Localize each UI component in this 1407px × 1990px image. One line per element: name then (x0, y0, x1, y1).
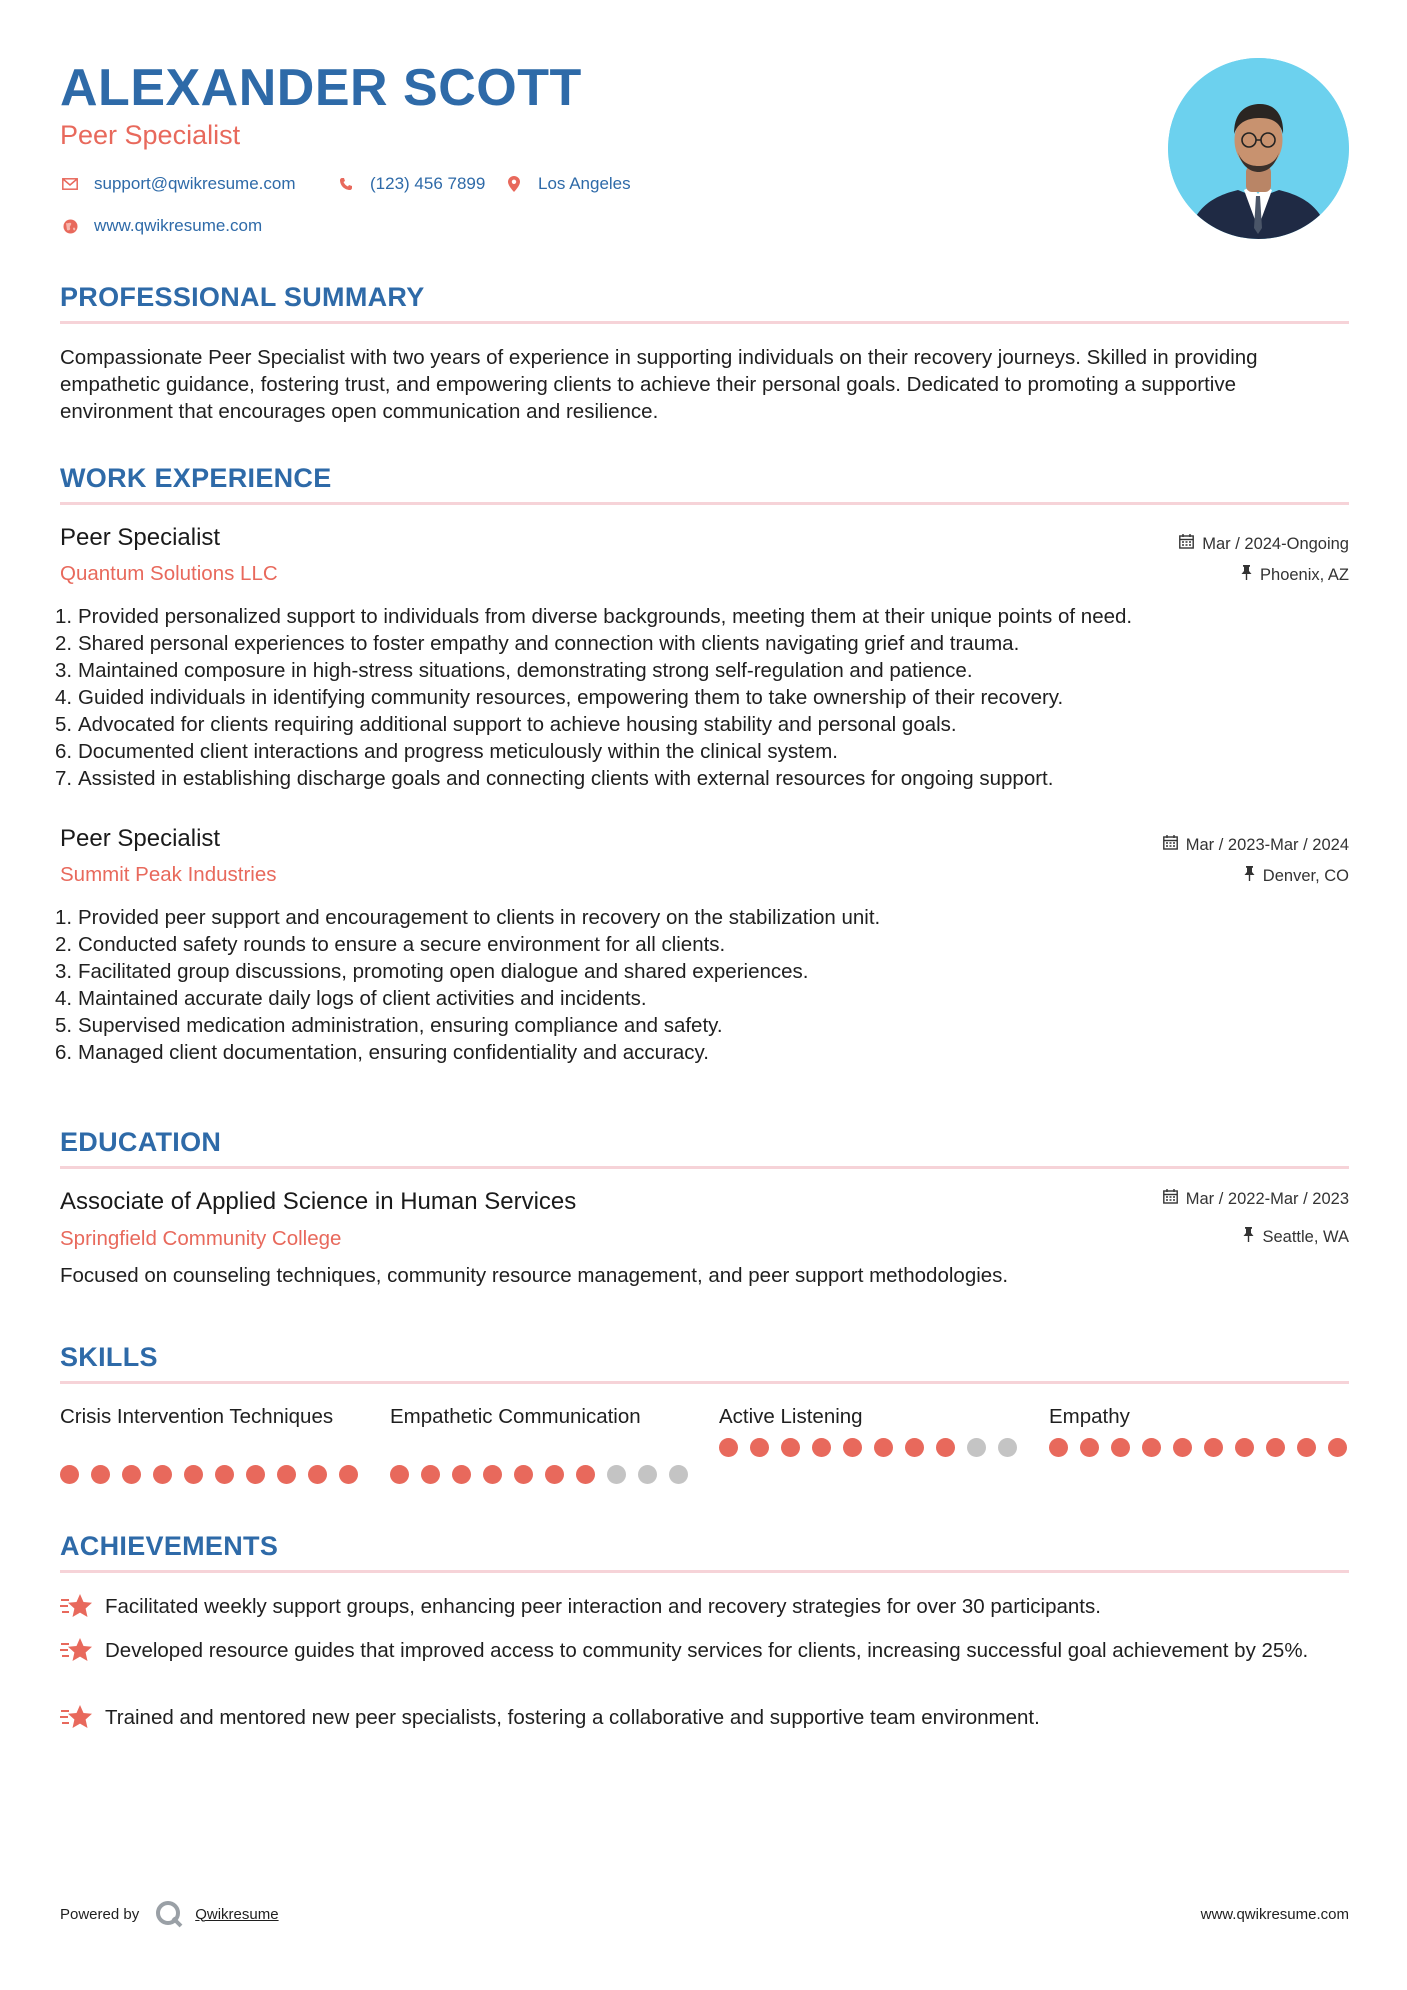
calendar-icon (1179, 534, 1194, 554)
rating-dot-empty (607, 1465, 626, 1484)
rating-dot-filled (421, 1465, 440, 1484)
skill-rating (719, 1438, 1019, 1457)
rating-dot-empty (669, 1465, 688, 1484)
skill-rating (1049, 1438, 1349, 1457)
rating-dot-filled (91, 1465, 110, 1484)
powered-by-label: Powered by (60, 1905, 140, 1923)
job-title: Peer Specialist (60, 825, 221, 852)
rating-dot-filled (390, 1465, 409, 1484)
rating-dot-filled (576, 1465, 595, 1484)
job-responsibilities (78, 904, 1368, 1066)
globe-icon (60, 216, 80, 236)
skill-rating (60, 1465, 360, 1484)
summary-heading: PROFESSIONAL SUMMARY (60, 282, 425, 312)
footer-powered-by (60, 1900, 279, 1928)
rating-dot-empty (998, 1438, 1017, 1457)
rating-dot-filled (1080, 1438, 1099, 1457)
rating-dot-filled (812, 1438, 831, 1457)
experience-heading: WORK EXPERIENCE (60, 463, 332, 493)
school-name: Springfield Community College (60, 1227, 342, 1250)
summary-text: Compassionate Peer Specialist with two years of experience in supporting individuals on their recovery journeys. Skilled in providing empathetic guidance, fostering trust, and empowering clients to achieve their personal goals. Dedicated to promoting a supportive environment that encourages open communication and resilience. (60, 346, 1258, 423)
candidate-role: Peer Specialist (60, 120, 241, 150)
skill-name: Crisis Intervention Techniques (60, 1405, 334, 1428)
rating-dot-filled (1328, 1438, 1347, 1457)
job-location: Denver, CO (1244, 866, 1349, 886)
location-text: Los Angeles (538, 174, 631, 193)
achievement-text: Developed resource guides that improved access to community services for clients, increasing successful goal achievement by 25%. (105, 1639, 1309, 1662)
phone-text: (123) 456 7899 (370, 174, 486, 193)
achievement-item (60, 1704, 1350, 1731)
list-item: Assisted in establishing discharge goals and connecting clients with external resources for ongoing support. (78, 767, 1054, 790)
contact-location (504, 174, 631, 194)
website-text: www.qwikresume.com (94, 216, 263, 235)
rating-dot-filled (215, 1465, 234, 1484)
profile-photo (1168, 58, 1349, 239)
skill-active-listening (719, 1403, 1019, 1457)
rating-dot-filled (1297, 1438, 1316, 1457)
rating-dot-filled (483, 1465, 502, 1484)
star-badge-icon (60, 1703, 94, 1731)
rating-dot-filled (936, 1438, 955, 1457)
rating-dot-filled (781, 1438, 800, 1457)
calendar-icon (1163, 1189, 1178, 1209)
rating-dot-filled (246, 1465, 265, 1484)
skill-name: Active Listening (719, 1405, 863, 1428)
rating-dot-filled (1173, 1438, 1192, 1457)
rating-dot-filled (874, 1438, 893, 1457)
pushpin-icon (1244, 866, 1255, 886)
education-dates: Mar / 2022-Mar / 2023 (1163, 1189, 1349, 1209)
envelope-icon (60, 174, 80, 194)
education-location: Seattle, WA (1243, 1227, 1349, 1247)
star-badge-icon (60, 1592, 94, 1620)
pushpin-icon (1243, 1227, 1254, 1247)
rating-dot-filled (339, 1465, 358, 1484)
map-pin-icon (504, 174, 524, 194)
calendar-icon (1163, 835, 1178, 855)
achievements-heading: ACHIEVEMENTS (60, 1531, 279, 1561)
rating-dot-filled (545, 1465, 564, 1484)
rating-dot-filled (1111, 1438, 1130, 1457)
job-location: Phoenix, AZ (1241, 565, 1349, 585)
candidate-name: ALEXANDER SCOTT (60, 59, 582, 117)
rating-dot-empty (967, 1438, 986, 1457)
list-item: Conducted safety rounds to ensure a secure environment for all clients. (78, 933, 726, 956)
list-item: Supervised medication administration, ensuring compliance and safety. (78, 1014, 723, 1037)
section-divider (60, 1166, 1349, 1169)
list-item: Documented client interactions and progress meticulously within the clinical system. (78, 740, 838, 763)
skill-name: Empathy (1049, 1405, 1130, 1428)
job-responsibilities (78, 603, 1368, 792)
rating-dot-filled (308, 1465, 327, 1484)
star-badge-icon (60, 1636, 94, 1664)
rating-dot-filled (452, 1465, 471, 1484)
achievement-item (60, 1637, 1350, 1664)
list-item: Provided peer support and encouragement to clients in recovery on the stabilization unit. (78, 906, 881, 929)
skill-empathetic-communication (390, 1403, 690, 1484)
rating-dot-filled (905, 1438, 924, 1457)
rating-dot-filled (1142, 1438, 1161, 1457)
contact-website[interactable] (60, 216, 262, 236)
job-title: Peer Specialist (60, 524, 221, 551)
section-divider (60, 321, 1349, 324)
achievement-text: Facilitated weekly support groups, enhancing peer interaction and recovery strategies for over 30 participants. (105, 1595, 1101, 1618)
qwikresume-logo-icon (155, 1900, 183, 1928)
achievement-item (60, 1593, 1350, 1620)
rating-dot-filled (719, 1438, 738, 1457)
rating-dot-empty (638, 1465, 657, 1484)
list-item: Guided individuals in identifying community resources, empowering them to take ownership of their recovery. (78, 686, 1064, 709)
rating-dot-filled (1235, 1438, 1254, 1457)
skill-rating (390, 1465, 690, 1484)
job-dates: Mar / 2023-Mar / 2024 (1163, 835, 1349, 855)
rating-dot-filled (122, 1465, 141, 1484)
list-item: Provided personalized support to individuals from diverse backgrounds, meeting them at their unique points of need. (78, 605, 1133, 628)
job-dates: Mar / 2024-Ongoing (1179, 534, 1349, 554)
rating-dot-filled (277, 1465, 296, 1484)
rating-dot-filled (514, 1465, 533, 1484)
list-item: Advocated for clients requiring additional support to achieve housing stability and personal goals. (78, 713, 957, 736)
skills-heading: SKILLS (60, 1342, 158, 1372)
skill-name: Empathetic Communication (390, 1405, 641, 1428)
pushpin-icon (1241, 565, 1252, 585)
rating-dot-filled (750, 1438, 769, 1457)
rating-dot-filled (184, 1465, 203, 1484)
contact-phone[interactable] (336, 174, 485, 194)
rating-dot-filled (1266, 1438, 1285, 1457)
list-item: Managed client documentation, ensuring confidentiality and accuracy. (78, 1041, 709, 1064)
rating-dot-filled (60, 1465, 79, 1484)
rating-dot-filled (843, 1438, 862, 1457)
company-name: Quantum Solutions LLC (60, 562, 278, 585)
list-item: Facilitated group discussions, promoting open dialogue and shared experiences. (78, 960, 809, 983)
section-divider (60, 1381, 1349, 1384)
list-item: Maintained composure in high-stress situations, demonstrating strong self-regulation and patience. (78, 659, 973, 682)
qwikresume-link[interactable]: Qwikresume (195, 1905, 279, 1923)
education-description: Focused on counseling techniques, community resource management, and peer support methodologies. (60, 1264, 1009, 1287)
phone-icon (336, 174, 356, 194)
company-name: Summit Peak Industries (60, 863, 277, 886)
rating-dot-filled (1204, 1438, 1223, 1457)
skill-empathy (1049, 1403, 1349, 1457)
section-divider (60, 1570, 1349, 1573)
degree-title: Associate of Applied Science in Human Services (60, 1188, 577, 1215)
email-text: support@qwikresume.com (94, 174, 296, 193)
rating-dot-filled (153, 1465, 172, 1484)
skill-crisis-intervention (60, 1403, 360, 1484)
list-item: Maintained accurate daily logs of client activities and incidents. (78, 987, 647, 1010)
list-item: Shared personal experiences to foster empathy and connection with clients navigating grief and trauma. (78, 632, 1020, 655)
achievement-text: Trained and mentored new peer specialists, fostering a collaborative and supportive team environment. (105, 1706, 1040, 1729)
section-divider (60, 502, 1349, 505)
rating-dot-filled (1049, 1438, 1068, 1457)
education-heading: EDUCATION (60, 1127, 222, 1157)
contact-email[interactable] (60, 174, 296, 194)
footer-website[interactable]: www.qwikresume.com (1200, 1906, 1349, 1923)
